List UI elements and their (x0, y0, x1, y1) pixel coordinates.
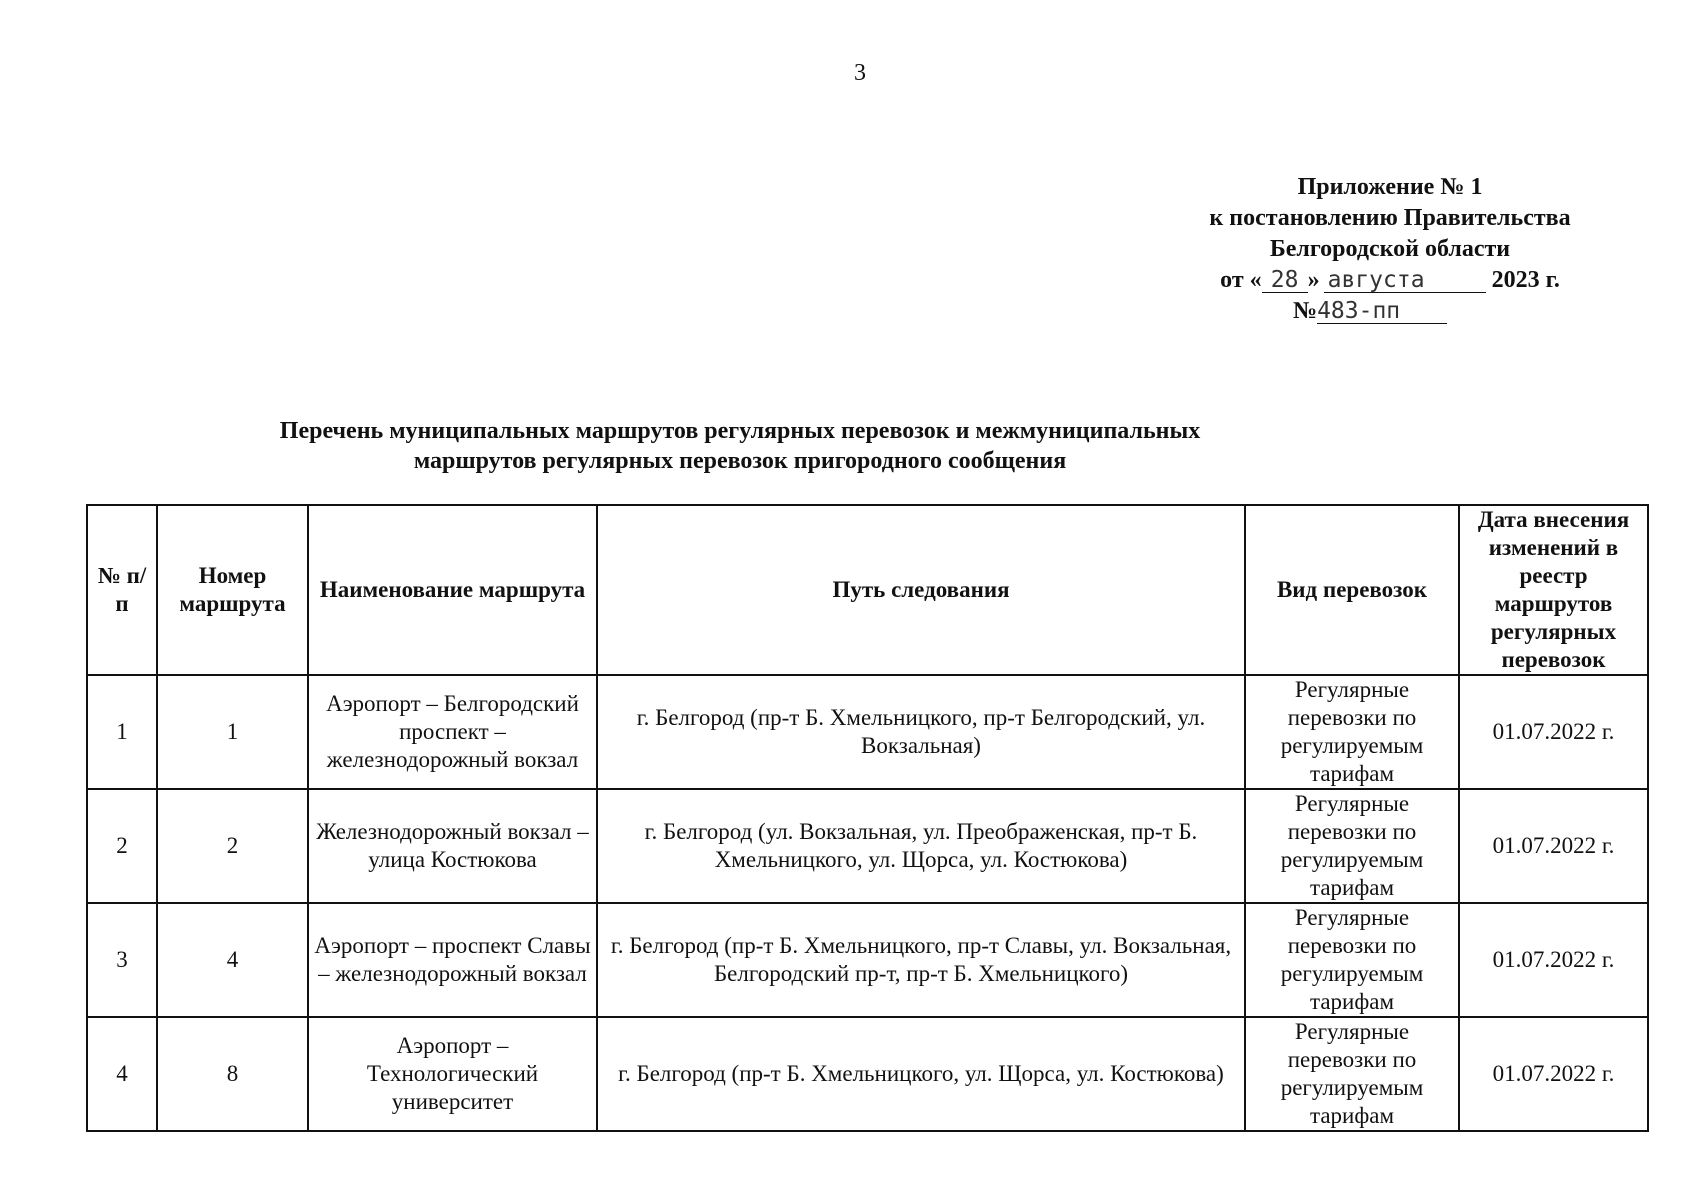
cell-index: 4 (87, 1017, 157, 1131)
header-route-name: Наименование маршрута (308, 505, 597, 675)
cell-index: 1 (87, 675, 157, 789)
header-registry-date: Дата внесения изменений в реестр маршрутов регулярных перевозок (1459, 505, 1648, 675)
cell-route-name: Железнодорожный вокзал – улица Костюкова (308, 789, 597, 903)
appendix-block (1160, 172, 1620, 327)
date-mid: » (1307, 267, 1320, 293)
cell-transport-type: Регулярные перевозки по регулируемым тарифам (1245, 903, 1459, 1017)
cell-path: г. Белгород (пр-т Б. Хмельницкого, ул. Щорса, ул. Костюкова) (597, 1017, 1245, 1131)
cell-index: 2 (87, 789, 157, 903)
cell-route-number: 8 (157, 1017, 308, 1131)
date-month: августа (1324, 268, 1486, 293)
document-title (200, 416, 1280, 476)
cell-route-number: 1 (157, 675, 308, 789)
table-header-row (87, 505, 1648, 675)
document-title-line-1: Перечень муниципальных маршрутов регулярных перевозок и межмуниципальных (279, 418, 1201, 444)
cell-date: 01.07.2022 г. (1459, 675, 1648, 789)
number-prefix: № (1292, 298, 1318, 324)
routes-table (86, 504, 1649, 1132)
table-row (87, 789, 1648, 903)
table-row (87, 1017, 1648, 1131)
cell-transport-type: Регулярные перевозки по регулируемым тарифам (1245, 675, 1459, 789)
cell-path: г. Белгород (пр-т Б. Хмельницкого, пр-т Славы, ул. Вокзальная, Белгородский пр-т, пр-т Б. Хмельницкого) (597, 903, 1245, 1017)
header-route-number: Номер маршрута (157, 505, 308, 675)
appendix-region-line: Белгородской области (1269, 236, 1511, 262)
cell-path: г. Белгород (ул. Вокзальная, ул. Преображенская, пр-т Б. Хмельницкого, ул. Щорса, ул. Костюкова) (597, 789, 1245, 903)
header-index: № п/п (87, 505, 157, 675)
cell-index: 3 (87, 903, 157, 1017)
cell-date: 01.07.2022 г. (1459, 789, 1648, 903)
appendix-date-line (1160, 265, 1620, 296)
cell-route-name: Аэропорт – проспект Славы – железнодорожный вокзал (308, 903, 597, 1017)
appendix-title: Приложение № 1 (1297, 174, 1483, 200)
header-path: Путь следования (597, 505, 1245, 675)
cell-route-number: 4 (157, 903, 308, 1017)
appendix-resolution-line: к постановлению Правительства (1209, 205, 1571, 231)
header-transport-type: Вид перевозок (1245, 505, 1459, 675)
page-number: 3 (854, 60, 866, 86)
cell-route-number: 2 (157, 789, 308, 903)
date-day: 28 (1262, 268, 1308, 293)
table-row (87, 675, 1648, 789)
cell-transport-type: Регулярные перевозки по регулируемым тарифам (1245, 789, 1459, 903)
appendix-number-line (1160, 296, 1620, 327)
cell-path: г. Белгород (пр-т Б. Хмельницкого, пр-т Белгородский, ул. Вокзальная) (597, 675, 1245, 789)
number-value: 483-пп (1317, 299, 1447, 324)
document-title-line-2: маршрутов регулярных перевозок пригородного сообщения (413, 448, 1067, 474)
table-row (87, 903, 1648, 1017)
cell-route-name: Аэропорт – Технологический университет (308, 1017, 597, 1131)
cell-date: 01.07.2022 г. (1459, 903, 1648, 1017)
date-prefix: от « (1220, 267, 1262, 293)
cell-route-name: Аэропорт – Белгородский проспект – железнодорожный вокзал (308, 675, 597, 789)
cell-transport-type: Регулярные перевозки по регулируемым тарифам (1245, 1017, 1459, 1131)
date-year: 2023 г. (1491, 267, 1560, 293)
cell-date: 01.07.2022 г. (1459, 1017, 1648, 1131)
